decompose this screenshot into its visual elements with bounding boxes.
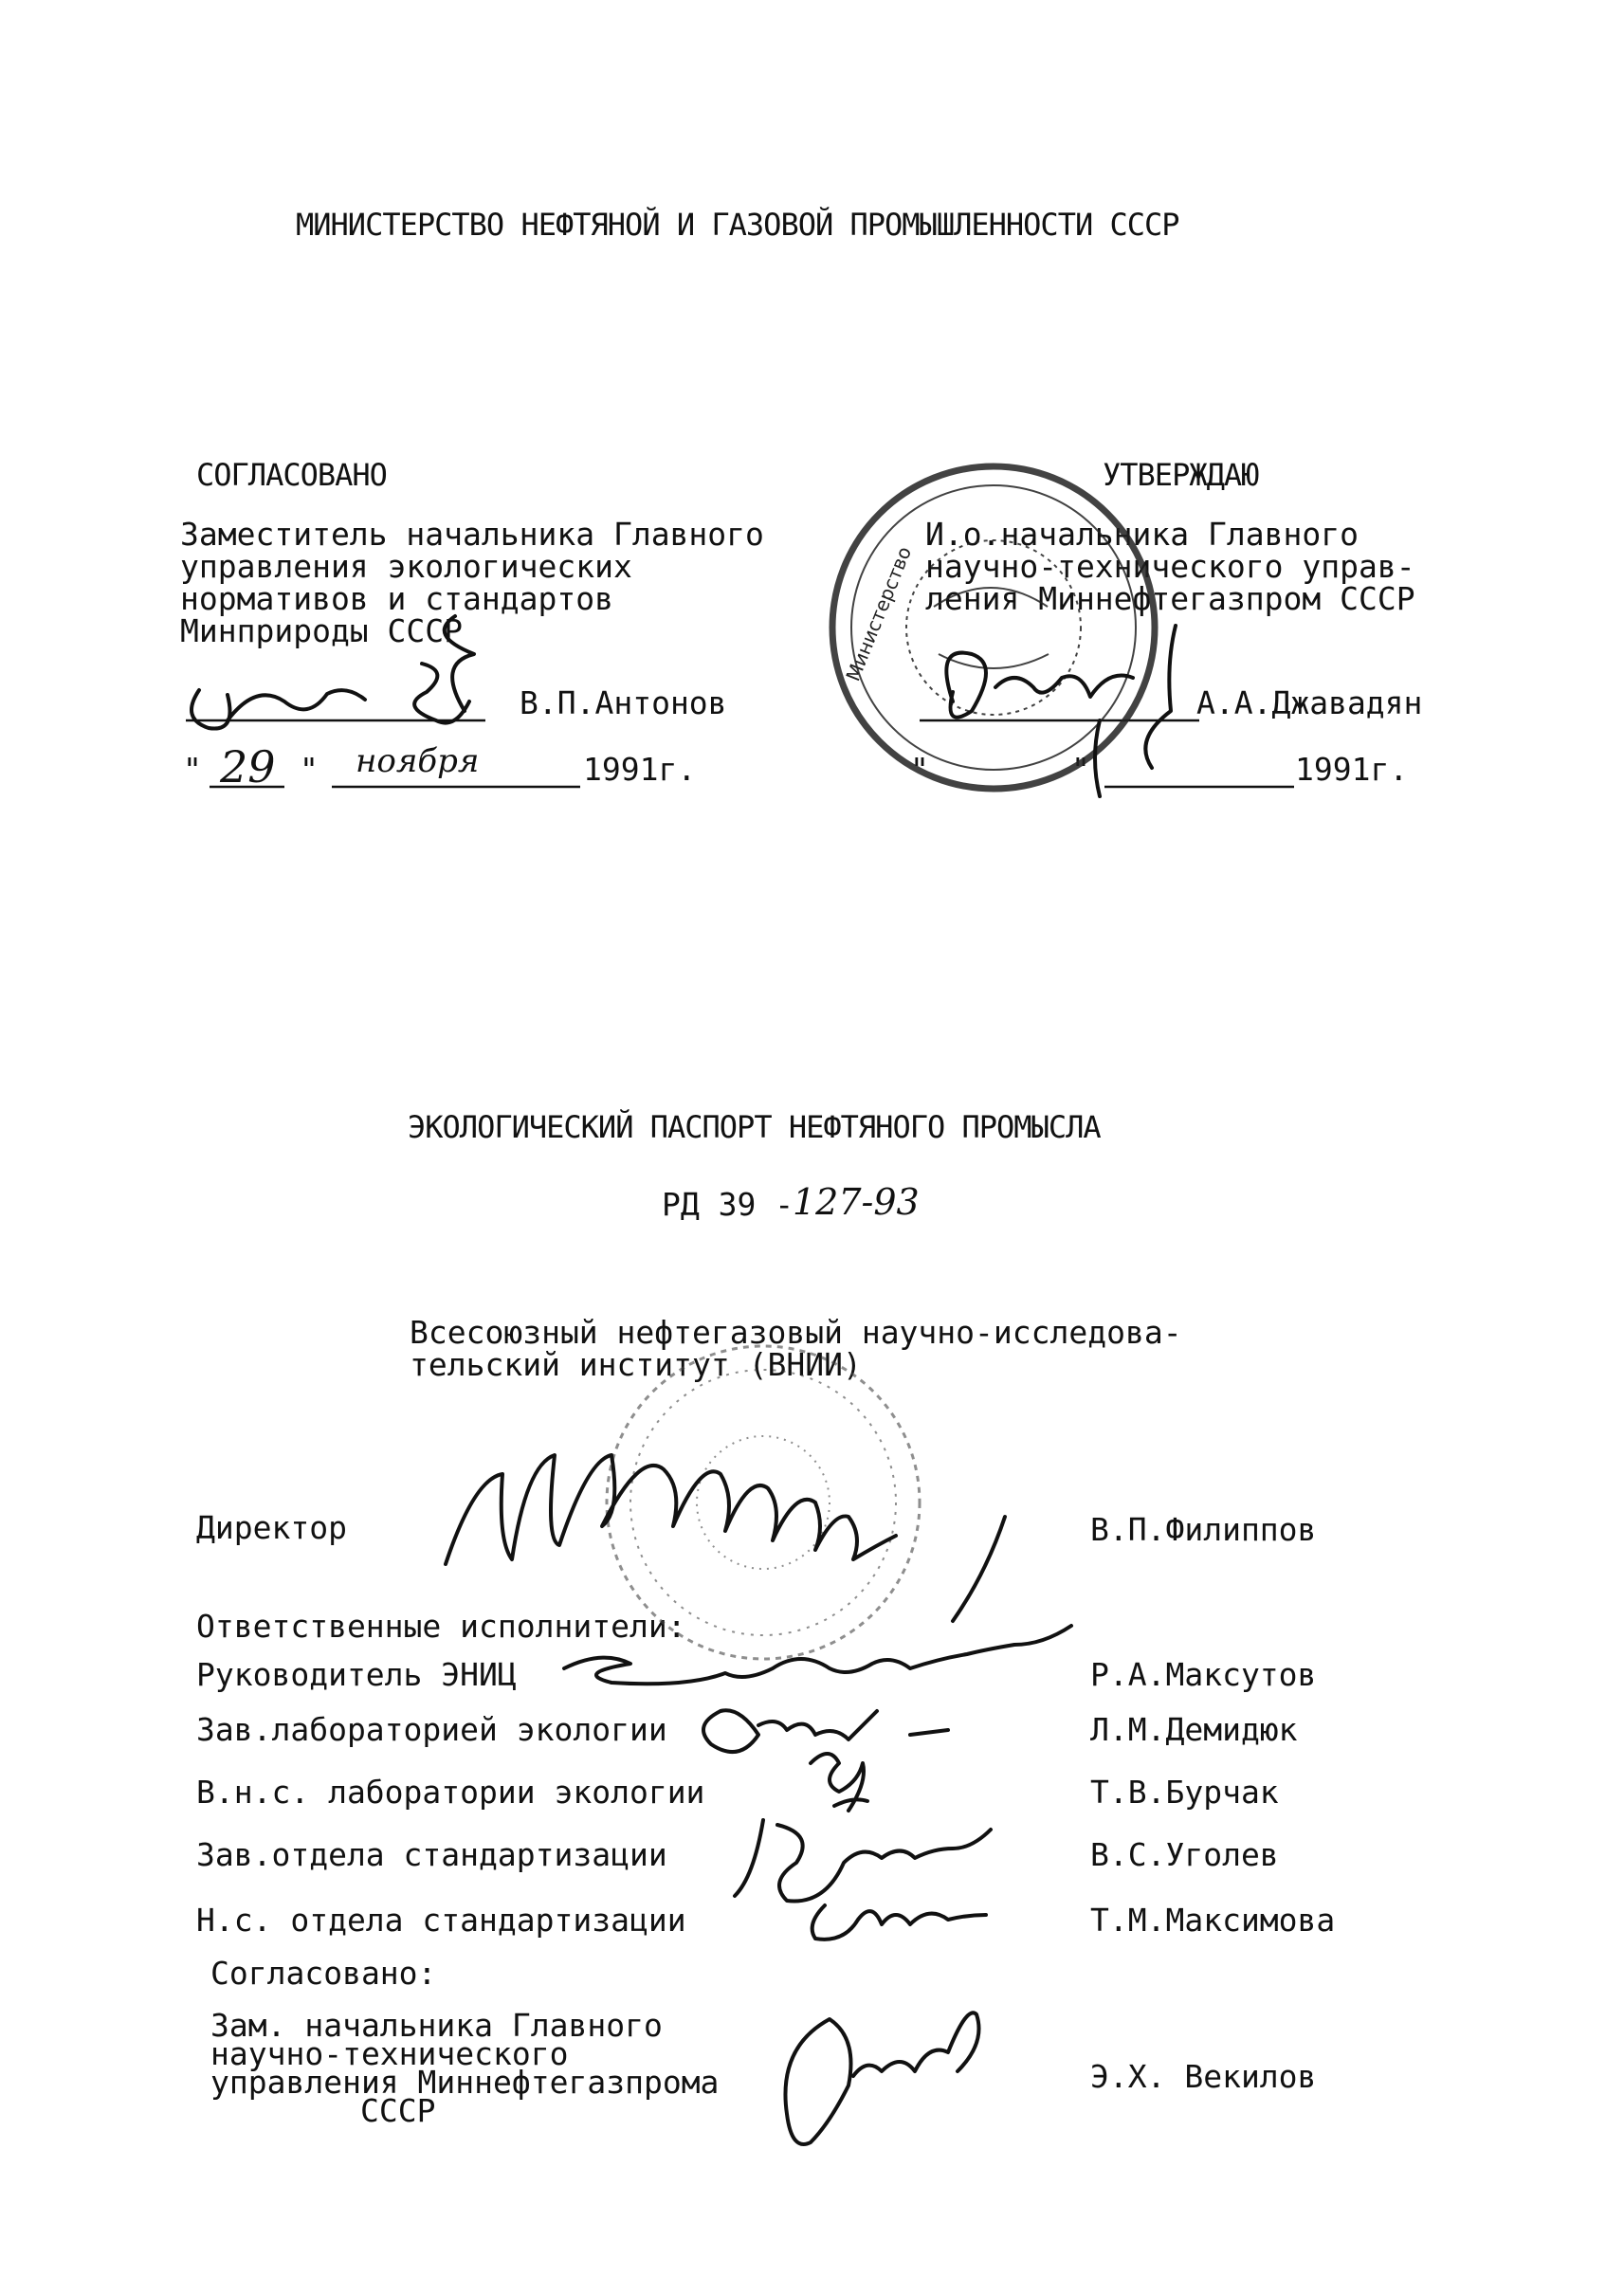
vekilov-signature <box>785 2013 978 2144</box>
left-position-line-2: управления экологических <box>180 548 632 585</box>
dzhavadyan-signature <box>946 626 1176 796</box>
agreed-heading: Согласовано: <box>210 1955 437 1992</box>
left-position-line-4: Минприроды СССР <box>180 612 464 649</box>
agreed-name: Э.Х. Векилов <box>1090 2058 1317 2095</box>
ministry-header: МИНИСТЕРСТВО НЕФТЯНОЙ И ГАЗОВОЙ ПРОМЫШЛЕННОСТИ СССР <box>296 207 1179 243</box>
right-position-line-3: ления Миннефтегазпром СССР <box>925 580 1415 617</box>
director-role: Директор <box>196 1509 347 1546</box>
demidyuk-signature <box>703 1710 948 1752</box>
left-date-day: 29 <box>220 741 276 792</box>
executor-name-3: Т.В.Бурчак <box>1090 1774 1279 1811</box>
left-date-month: ноября <box>356 742 480 780</box>
right-stamp-text: Министерство <box>841 543 917 684</box>
left-position-line-3: нормативов и стандартов <box>180 580 613 617</box>
right-approval-heading: УТВЕРЖДАЮ <box>1103 457 1259 493</box>
executor-name-4: В.С.Уголев <box>1090 1836 1279 1873</box>
filippov-signature <box>446 1455 1005 1621</box>
director-name: В.П.Филиппов <box>1090 1511 1317 1548</box>
organization-line-1: Всесоюзный нефтегазовый научно-исследова- <box>410 1314 1182 1351</box>
left-signatory: В.П.Антонов <box>520 684 727 721</box>
agreed-position-line-1: Зам. начальника Главного <box>210 2007 663 2044</box>
right-date-open-quote: " <box>910 751 929 788</box>
right-signatory: А.А.Джавадян <box>1196 684 1423 721</box>
left-date-open-quote: " <box>183 751 202 788</box>
left-date-close-quote: " <box>300 751 319 788</box>
document-code-prefix: РД 39 - <box>662 1186 794 1223</box>
organization-line-2: тельский институт (ВНИИ) <box>410 1346 862 1383</box>
executor-name-5: Т.М.Максимова <box>1090 1902 1336 1939</box>
document-code-number: 127-93 <box>793 1181 920 1223</box>
document-title: ЭКОЛОГИЧЕСКИЙ ПАСПОРТ НЕФТЯНОГО ПРОМЫСЛА <box>408 1109 1101 1145</box>
agreed-position-line-2: научно-технического <box>210 2035 569 2072</box>
left-approval-heading: СОГЛАСОВАНО <box>196 457 387 493</box>
executors-heading: Ответственные исполнители: <box>196 1608 686 1645</box>
executor-role-4: Зав.отдела стандартизации <box>196 1836 667 1873</box>
maksimova-signature <box>812 1905 986 1940</box>
left-date-year: 1991г. <box>583 751 697 788</box>
right-position-line-2: научно-технического управ- <box>925 548 1415 585</box>
left-position-line-1: Заместитель начальника Главного <box>180 516 764 553</box>
executor-role-3: В.н.с. лаборатории экологии <box>196 1774 705 1811</box>
burchak-signature <box>811 1754 867 1811</box>
right-date-year: 1991г. <box>1295 751 1409 788</box>
right-date-close-quote: " <box>1071 751 1090 788</box>
agreed-position-line-4: СССР <box>360 2092 436 2129</box>
executor-role-2: Зав.лабораторией экологии <box>196 1711 667 1748</box>
executor-name-1: Р.А.Максутов <box>1090 1656 1317 1693</box>
right-position-line-1: И.о.начальника Главного <box>925 516 1359 553</box>
executor-role-5: Н.с. отдела стандартизации <box>196 1902 686 1939</box>
executor-role-1: Руководитель ЭНИЦ <box>196 1656 517 1693</box>
ugolev-signature <box>735 1820 991 1902</box>
agreed-position-line-3: управления Миннефтегазпрома <box>210 2064 720 2101</box>
right-round-stamp <box>832 466 1155 789</box>
executor-name-2: Л.М.Демидюк <box>1090 1711 1298 1748</box>
